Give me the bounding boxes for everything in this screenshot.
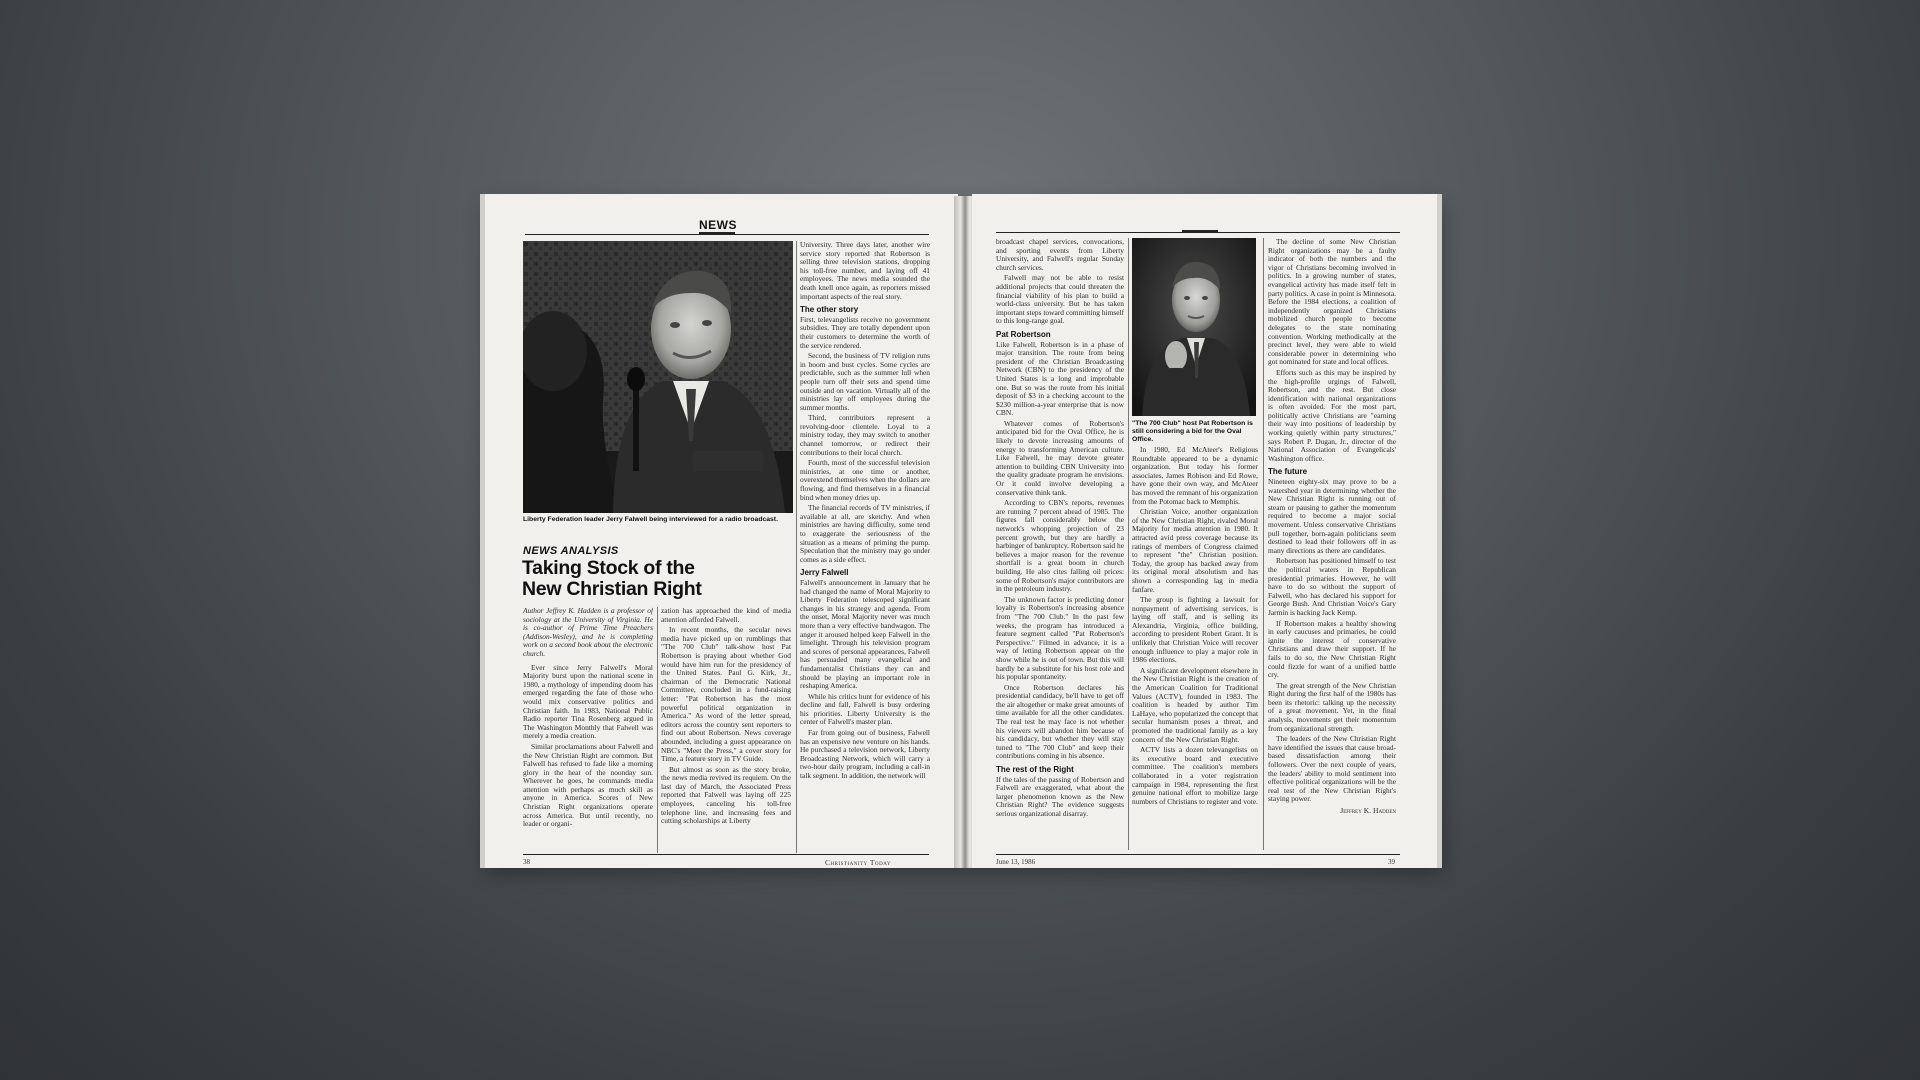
paragraph: Second, the business of TV religion runs in boom and bust cycles. Some cycles are predictable, such as the summer lull when people turn off their sets and spend time outside and on vacation. Virtually all of the ministries lay off employees during the summer months. [800,351,930,412]
paragraph: Far from going out of business, Falwell has an expensive new venture on his hands. He purchased a television network, Liberty Broadcasting Network, which will carry a two-hour daily program, including a call-in talk segment. In addition, the network will [800,728,930,781]
header-mark [1182,230,1218,232]
paragraph: In recent months, the secular news media have picked up on rumblings that "The 700 Club" talk-show host Pat Robertson is praying about whether God would have him run for the presidency of the United States. Paul G. Kirk, Jr., chairman of the Democratic National Committee, concluded in a fund-raising letter: "Pat Robertson has the most powerful political organization in America." As word of the letter spread, editors across the country sent reporters to find out about Robertson. News coverage abounded, including a guest appearance on NBC's "Meet the Press," a cover story for Time, a feature story in TV Guide. [661,625,791,764]
paragraph: The decline of some New Christian Right organizations may be a faulty indicator of both the numbers and the vigor of Christians becoming involved in politics. In a growing number of states, evangelical activity has made itself felt in party politics. A case in point is Minnesota. Before the 1984 elections, a coalition of independently organized Christians mobilized church people to become delegates to the state nominating convention. Working methodically at the precinct level, they were able to wield considerable power in determining who got nominated for state and local offices. [1268,238,1396,367]
page-number-right: 39 [1388,858,1395,866]
header-rule [996,232,1400,233]
issue-date-folio: June 13, 1986 [996,858,1036,866]
paragraph: If Robertson makes a healthy showing in early caucuses and primaries, he could ignite the interest of conservative Christians and draw their support. If he fails to do so, the New Christian Right could fizzle for want of a unified battle cry. [1268,618,1396,680]
paragraph: The leaders of the New Christian Right have identified the issues that cause broad-based dissatisfaction among their followers. Over the next couple of years, the leaders' ability to mold sentiment into effective political organizations will be the real test of the New Christian Right's staying power. [1268,734,1396,804]
paragraph: Fourth, most of the successful television ministries, at one time or another, overextend themselves when the dollars are flowing, and find themselves in a financial bind when money dries up. [800,458,930,502]
left-column-2 [661,607,791,855]
paragraph: First, televangelists receive no government subsidies. They are totally dependent upon their customers to determine the worth of the service rendered. [800,314,930,350]
paragraph: In 1980, Ed McAteer's Religious Roundtable appeared to be a dynamic organization. But today his former associates, James Robison and Ed Rowe, have gone their own way, and McAteer has moved the remnant of his organization from the Potomac back to Memphis. [1132,446,1258,506]
subhead-the-future: The future [1268,467,1308,477]
paragraph: University. Three days later, another wire service story reported that Robertson is selling three television stations, dropping his toll-free number, and laying off 41 employees. The news media sounded the death knell once again, as reporters missed important aspects of the real story. [800,241,930,301]
article-headline [522,558,792,600]
right-page [972,194,1442,868]
page-number-left: 38 [523,858,530,866]
headline-line-1: Taking Stock of the [522,557,695,579]
paragraph: Robertson has positioned himself to test the political waters in Republican presidential primaries. However, he will have to do so without the support of Falwell, who has declared his support for George Bush. And Christian Voice's Gary Jarmin is backing Jack Kemp. [1268,556,1396,617]
left-column-1 [523,607,653,855]
left-column-3 [800,241,930,855]
right-column-2 [1132,446,1258,852]
falwell-photo-caption: Liberty Federation leader Jerry Falwell being interviewed for a radio broadcast. [523,516,778,523]
headline-line-2: New Christian Right [522,578,702,600]
author-byline: Jeffrey K. Hadden [1340,806,1396,815]
paragraph: The group is fighting a lawsuit for nonpayment of advertising services, is laying off staff, and is selling its Alexandria, Virginia, office building, according to president Robert Grant. It is unlikely that Christian Voice will recover enough influence to play a major role in 1986 elections. [1132,595,1258,665]
paragraph: Falwell's announcement in January that he had changed the name of Moral Majority to Liberty Federation telescoped significant changes in his strategy and agenda. From the onset, Moral Majority never was much more than a very effective bandwagon. The anger it aroused helped keep Falwell in the limelight. Through his television program and scores of personal appearances, Falwell has persuaded many evangelical and fundamentalist Christians they can and should be playing an important role in reshaping America. [800,577,930,691]
column-divider [1128,238,1129,850]
subhead-rest-of-right: The rest of the Right [996,765,1074,775]
paragraph: According to CBN's reports, revenues are running 7 percent ahead of 1985. The figures fall considerably below the network's whopping projection of 23 percent growth, but they are hardly a harbinger of bankruptcy. Robertson said he believes a major reason for the revenue shortfall is a great boom in church building. He also cites falling oil prices: some of Robertson's major contributors are in the petroleum industry. [996,498,1124,594]
robertson-photo-caption: "The 700 Club" host Pat Robertson is still considering a bid for the Oval Office. [1132,420,1253,443]
paragraph: Nineteen eighty-six may prove to be a watershed year in determining whether the New Christian Right is running out of steam or pausing to gather the momentum required to become a major social movement. Unless conservative Christians pull together, born-again politicians seem destined to lead their followers off in as many directions as there are candidates. [1268,477,1396,555]
subhead-pat-robertson: Pat Robertson [996,329,1051,339]
paragraph: Falwell may not be able to resist additional projects that could threaten the financial viability of his plan to build a world-class university. But he has taken important steps toward committing himself to this long-range goal. [996,273,1124,326]
magazine-spread [480,194,1442,868]
paragraph: ACTV lists a dozen televangelists on its executive board and executive committee. The coalition's members collaborated in a voter registration campaign in 1984, representing the first genuine national effort to mobilize large numbers of Christians to register and vote. [1132,745,1258,806]
paragraph: Whatever comes of Robertson's anticipated bid for the Oval Office, he is likely to devote increasing amounts of energy to transforming American culture. Like Falwell, he may devote greater attention to building CBN University into the quality graduate program he envisions. Or it could involve developing a conservative think tank. [996,418,1124,497]
right-column-3 [1268,238,1396,852]
paragraph: Once Robertson declares his presidential candidacy, he'll have to get off the air altogether or make great amounts of time available for all the other candidates. The real test he may face is not whether his viewers will abandon him because of his candidacy, but whether they will stay tuned to "The 700 Club" and keep their contributions coming in his absence. [996,682,1124,761]
author-note: Author Jeffrey K. Hadden is a professor of sociology at the University of Virginia. He is co-author of Prime Time Preachers (Addison-Wesley), and he is completing work on a second book about the electronic church. [523,607,653,658]
paragraph: Like Falwell, Robertson is in a phase of major transition. The route from being president of the Christian Broadcasting Network (CBN) to the presidency of the United States is a long and improbable one. But so was the route from his initial deposit of $3 in a checking account to the $230 million-a-year enterprise that is now CBN. [996,339,1124,418]
paragraph: Similar proclamations about Falwell and the New Christian Right are common. But Falwell has refused to fade like a morning glory in the heat of the noonday sun. Wherever he goes, he commands media attention with perhaps as much skill as anyone in America. Scores of New Christian Right organizations operate across America. But until recently, no leader or organi- [523,741,653,829]
paragraph: Third, contributors represent a revolving-door clientele. Loyal to a ministry today, they may switch to another channel tomorrow, or redirect their contributions to their local church. [800,413,930,457]
footer-rule [996,854,1400,855]
paragraph: The unknown factor is predicting donor loyalty is Robertson's increasing absence from "The 700 Club." In the past few weeks, the program has introduced a feature segment called "Pat Robertson's Perspective." Filmed in advance, it is a way of letting Robertson appear on the show while he is out of town. But this will hardly be a substitute for his host role and his popular spontaneity. [996,594,1124,682]
column-divider [796,241,797,853]
header-rule [525,234,929,235]
paragraph: zation has approached the kind of media attention afforded Falwell. [661,607,791,624]
paragraph: While his critics hunt for evidence of his decline and fall, Falwell is busy ordering his priorities. Liberty University is the center of Falwell's master plan. [800,691,930,727]
right-column-1 [996,238,1124,852]
paragraph: The great strength of the New Christian Right during the first half of the 1980s has been its rhetoric: talking up the necessity of a great movement. Yet, in the final analysis, movements get their momentum from organizational strength. [1268,680,1396,733]
section-underline [699,232,735,234]
paragraph: But almost as soon as the story broke, the news media revived its requiem. On the last day of March, the Associated Press reported that Falwell was laying off 225 employees, canceling his toll-free telephone line, and increasing fees and cutting scholarships at Liberty [661,764,791,826]
subhead-jerry-falwell: Jerry Falwell [800,568,849,578]
magazine-title-folio: Christianity Today [825,858,891,867]
paragraph: Christian Voice, another organization of the New Christian Right, rivaled Moral Majority for media attention in 1980. It attracted avid press coverage because its ratings of members of Congress claimed to represent "the" Christian position. Today, the group has backed away from its original moral absolutism and has shown a corresponding lag in media fanfare. [1132,507,1258,594]
section-label: NEWS [699,218,737,232]
paragraph: If the tales of the passing of Robertson and Falwell are exaggerated, what about the larger phenomenon known as the New Christian Right? The evidence suggests serious organizational disarray. [996,774,1124,818]
left-page [480,194,958,868]
column-divider [1263,238,1264,850]
robertson-photo [1132,238,1256,416]
paragraph: A significant development elsewhere in the New Christian Right is the creation of the American Coalition for Traditional Values (ACTV), founded in 1983. The coalition is headed by author Tim LaHaye, who popularized the concept that secular humanism poses a threat, and promoted the traditional family as a key concern of the New Christian Right. [1132,665,1258,744]
falwell-photo [523,241,793,513]
paragraph: Efforts such as this may be inspired by the high-profile urgings of Falwell, Robertson, and the rest. But close identification with national organizations is often avoided. For the most part, politically active Christians are "earning their way into positions of leadership by working quietly within party structures," says Robert P. Dugan, Jr., director of the National Association of Evangelicals' Washington office. [1268,367,1396,463]
column-divider [657,607,658,853]
subhead-other-story: The other story [800,305,859,315]
paragraph: The financial records of TV ministries, if available at all, are sketchy. And when ministries are having difficulty, some tend to exaggerate the seriousness of the situation as a means of priming the pump. Speculation that the ministry may go under comes as a side effect. [800,503,930,564]
paragraph: Ever since Jerry Falwell's Moral Majority burst upon the national scene in 1980, a mythology of impending doom has emerged regarding the fate of those who would mix conservative politics and Christian faith. In 1983, National Public Radio reporter Tina Rosenberg argued in The Washington Monthly that Falwell was merely a media creation. [523,662,653,741]
footer-rule [523,854,929,855]
news-analysis-kicker: NEWS ANALYSIS [523,545,619,557]
paragraph: broadcast chapel services, convocations, and sporting events from Liberty University, and Falwell's regular Sunday church services. [996,238,1124,272]
